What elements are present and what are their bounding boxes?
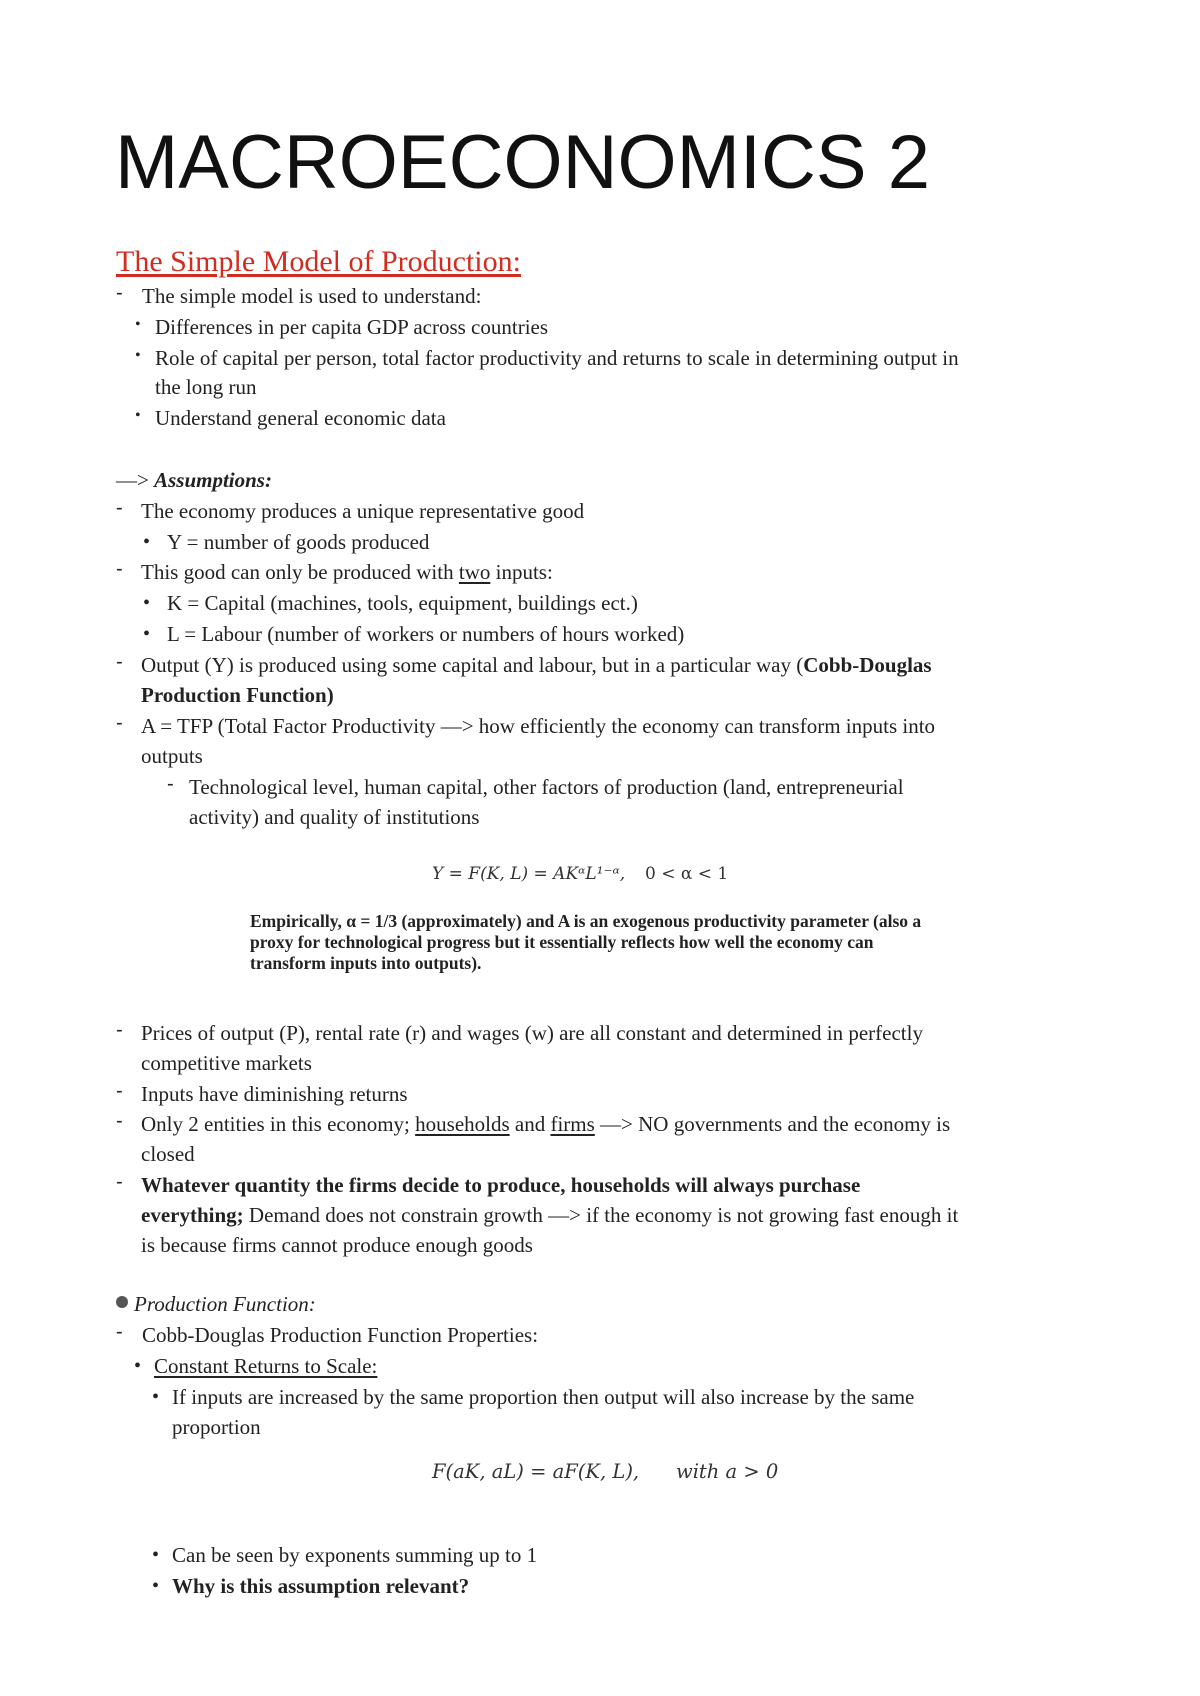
assumptions-title: Assumptions: bbox=[154, 468, 272, 492]
assumption-item: This good can only be produced with two inputs: bbox=[141, 560, 553, 584]
pf-lead: Cobb-Douglas Production Function Properties: bbox=[142, 1323, 539, 1347]
crs-item: Can be seen by exponents summing up to 1 bbox=[172, 1543, 538, 1567]
assumption-item: Prices of output (P), rental rate (r) and wages (w) are all constant and determined in perfectly bbox=[141, 1021, 923, 1045]
assumption-item: Inputs have diminishing returns bbox=[141, 1082, 408, 1106]
dash-marker: - bbox=[116, 712, 123, 734]
formula-note-line: Empirically, α = 1/3 (approximately) and A is an exogenous productivity parameter (also a bbox=[250, 911, 922, 931]
assumption-item-cont: outputs bbox=[141, 744, 203, 768]
assumption-item-cont: everything; Demand does not constrain growth —> if the economy is not growing fast enough it bbox=[141, 1203, 959, 1227]
formula-note-line: proxy for technological progress but it essentially reflects how well the economy can bbox=[250, 932, 874, 952]
alpha-condition: 0 < α < 1 bbox=[645, 864, 729, 884]
bullet-marker: • bbox=[135, 316, 141, 333]
section-title: The Simple Model of Production: bbox=[116, 245, 521, 278]
dash-marker: - bbox=[116, 497, 123, 519]
intro-bullet: Role of capital per person, total factor productivity and returns to scale in determining output in bbox=[155, 346, 959, 370]
crs-item: If inputs are increased by the same proportion then output will also increase by the same bbox=[172, 1385, 915, 1409]
dash-marker: - bbox=[116, 1321, 123, 1343]
bullet-marker: • bbox=[143, 592, 151, 614]
assumption-item: Output (Y) is produced using some capital and labour, but in a particular way (Cobb-Douglas bbox=[141, 653, 932, 677]
crs-heading: Constant Returns to Scale: bbox=[154, 1354, 378, 1378]
crs-item-cont: proportion bbox=[172, 1415, 261, 1439]
dash-marker: - bbox=[116, 1110, 123, 1132]
dash-marker: - bbox=[116, 558, 123, 580]
bullet-marker: • bbox=[134, 1355, 142, 1377]
crs-equation: F(aK, aL) = aF(K, L), bbox=[432, 1460, 640, 1483]
intro-lead: The simple model is used to understand: bbox=[142, 284, 482, 308]
dash-marker: - bbox=[116, 282, 123, 304]
bullet-marker: • bbox=[143, 531, 151, 553]
bullet-marker: • bbox=[135, 407, 141, 424]
bullet-marker: • bbox=[152, 1386, 160, 1408]
bullet-marker: • bbox=[143, 623, 151, 645]
assumption-item-cont: is because firms cannot produce enough goods bbox=[141, 1233, 533, 1257]
assumption-subitem: Technological level, human capital, other factors of production (land, entrepreneurial bbox=[189, 775, 904, 799]
intro-bullet: Differences in per capita GDP across countries bbox=[155, 315, 549, 339]
assumption-item-cont: competitive markets bbox=[141, 1051, 312, 1075]
assumption-item-cont: closed bbox=[141, 1142, 195, 1166]
intro-bullet: Understand general economic data bbox=[155, 406, 446, 430]
crs-item: Why is this assumption relevant? bbox=[172, 1574, 470, 1598]
bullet-marker: • bbox=[152, 1575, 160, 1597]
document-title: MACROECONOMICS 2 bbox=[115, 120, 930, 205]
assumption-subitem: Y = number of goods produced bbox=[167, 530, 430, 554]
formula-note-line: transform inputs into outputs). bbox=[250, 953, 482, 973]
dash-marker: - bbox=[116, 1019, 123, 1041]
bullet-marker: • bbox=[135, 347, 141, 364]
assumption-subitem: L = Labour (number of workers or numbers of hours worked) bbox=[167, 622, 685, 646]
dash-marker: - bbox=[116, 1080, 123, 1102]
arrow-text: —> bbox=[116, 468, 149, 492]
assumption-item: The economy produces a unique representative good bbox=[141, 499, 585, 523]
assumption-item: Only 2 entities in this economy; households and firms —> NO governments and the economy is bbox=[141, 1112, 951, 1136]
cobb-douglas-equation: Y = F(K, L) = AKᵅL¹⁻ᵅ, bbox=[432, 864, 626, 884]
assumptions-heading bbox=[116, 466, 272, 494]
bullet-marker: • bbox=[152, 1544, 160, 1566]
assumption-item: A = TFP (Total Factor Productivity —> how efficiently the economy can transform inputs into bbox=[141, 714, 936, 738]
assumption-subitem: K = Capital (machines, tools, equipment, buildings ect.) bbox=[167, 591, 638, 615]
crs-equation-condition: with a > 0 bbox=[676, 1460, 779, 1483]
assumption-subitem-cont: activity) and quality of institutions bbox=[189, 805, 480, 829]
dash-marker: - bbox=[116, 1171, 123, 1193]
assumption-item-cont: Production Function) bbox=[141, 683, 334, 707]
production-function-heading: Production Function: bbox=[134, 1292, 316, 1316]
bullet-marker bbox=[116, 1296, 128, 1308]
assumption-item: Whatever quantity the firms decide to produce, households will always purchase bbox=[141, 1173, 861, 1197]
dash-marker: - bbox=[167, 773, 174, 795]
dash-marker: - bbox=[116, 651, 123, 673]
intro-bullet-cont: the long run bbox=[155, 375, 257, 399]
